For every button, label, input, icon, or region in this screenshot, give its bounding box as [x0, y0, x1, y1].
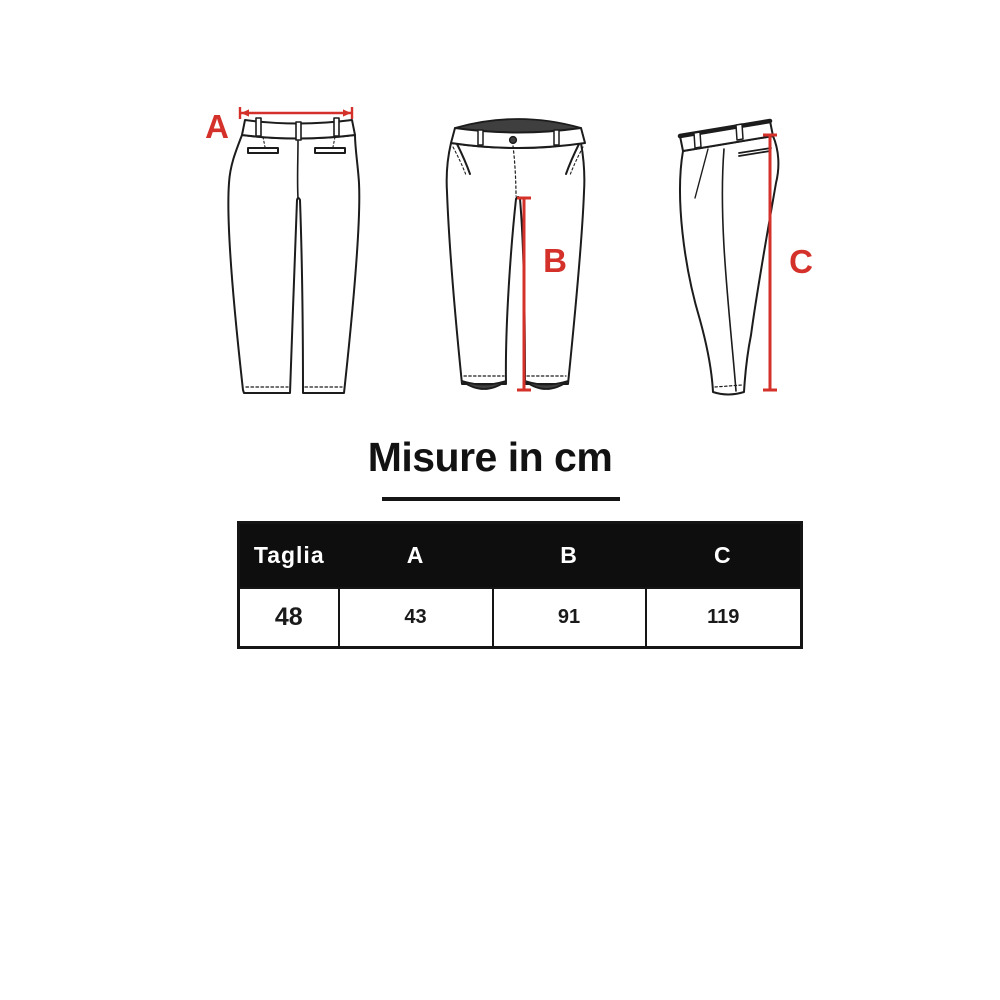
belt-loop	[736, 124, 743, 140]
size-table-cell-b: 91	[493, 588, 646, 648]
back-silhouette	[228, 135, 359, 393]
page-title: Misure in cm	[367, 434, 613, 480]
size-table-cell-a: 43	[339, 588, 493, 648]
belt-loop	[296, 122, 301, 140]
belt-loop	[478, 130, 483, 145]
side-view-body	[680, 121, 778, 395]
size-table-header-taglia: Taglia	[239, 523, 339, 589]
pants-back-view-illustration	[203, 98, 378, 403]
arrowhead-right	[343, 109, 351, 116]
side-silhouette	[680, 136, 778, 395]
belt-loop	[694, 132, 701, 148]
measure-label-c: C	[789, 243, 813, 280]
size-table-header-c: C	[646, 523, 802, 589]
pants-front-view-drawing	[438, 100, 613, 400]
back-view-body	[228, 118, 359, 393]
pants-front-view-illustration	[438, 100, 613, 400]
back-pocket-welt	[248, 148, 278, 153]
measure-label-a: A	[205, 108, 229, 145]
pants-side-view-illustration	[668, 105, 818, 405]
pants-back-view-drawing	[203, 98, 378, 403]
size-table-cell-taglia: 48	[239, 588, 339, 648]
pants-side-view-drawing	[668, 105, 818, 405]
size-table-header-a: A	[339, 523, 493, 589]
waist-measure-arrow	[240, 107, 352, 119]
title-underline	[382, 497, 620, 501]
belt-loop	[554, 130, 559, 145]
waist-button	[510, 137, 517, 144]
measure-label-b: B	[543, 242, 567, 279]
belt-loop	[256, 118, 261, 136]
size-table	[237, 521, 803, 649]
size-table-header-row	[239, 523, 802, 589]
size-table-cell-c: 119	[646, 588, 802, 648]
arrowhead-left	[241, 109, 249, 116]
size-table-header-b: B	[493, 523, 646, 589]
size-table-data-row	[239, 588, 802, 648]
belt-loop	[334, 118, 339, 136]
back-pocket-welt	[315, 148, 345, 153]
